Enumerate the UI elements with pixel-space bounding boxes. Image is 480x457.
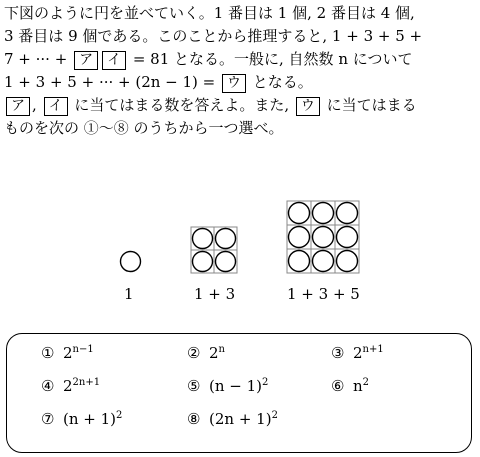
figure-2-circles [191, 227, 237, 273]
choice-number: ① [41, 344, 55, 362]
choice-base: (n − 1) [209, 377, 263, 395]
figure-1-circles [121, 252, 141, 272]
figure-label-1: 1 [124, 285, 134, 303]
choice-base: (2n + 1) [209, 410, 272, 428]
circle [313, 203, 334, 224]
choice-exponent: 2 [262, 377, 269, 388]
line3-pre: 7 + ··· + [4, 50, 73, 68]
circle-figure [0, 195, 480, 315]
choice-number: ④ [41, 377, 55, 395]
choice-exponent: n+1 [362, 344, 384, 355]
choice-number: ⑤ [187, 377, 201, 395]
line5-sep: , [32, 96, 37, 114]
answer-box-u[interactable]: ウ [222, 74, 246, 93]
choice-4[interactable] [41, 377, 100, 395]
line4-pre: 1 + 3 + 5 + ··· + (2n − 1) = [4, 73, 221, 91]
choice-3[interactable] [331, 344, 384, 362]
choice-exponent: n [218, 344, 225, 355]
circle [216, 252, 236, 272]
answer-box-i[interactable]: イ [102, 51, 126, 70]
figure-label-2: 1 + 3 [194, 285, 236, 303]
line5-tail: に当てはまる [321, 96, 417, 114]
choice-6[interactable] [331, 377, 369, 395]
choice-exponent: 2 [271, 410, 278, 421]
problem-line-5 [4, 94, 478, 117]
problem-line-6: ものを次の ①〜⑧ のうちから一つ選べ。 [4, 119, 284, 137]
choice-exponent: 2 [116, 410, 123, 421]
choice-number: ③ [331, 344, 345, 362]
choice-base: 2 [209, 344, 219, 362]
choice-number: ⑥ [331, 377, 345, 395]
ref-box-i: イ [44, 97, 68, 116]
choice-5[interactable] [187, 377, 268, 395]
choice-base: 2 [63, 377, 73, 395]
circle [121, 252, 141, 272]
choice-number: ⑦ [41, 410, 55, 428]
choices-box [6, 333, 472, 453]
circle [337, 251, 358, 272]
ref-box-a: ア [6, 97, 30, 116]
figure-3-circles [287, 201, 359, 273]
choice-2[interactable] [187, 344, 225, 362]
choice-base: 2 [63, 344, 73, 362]
circle [289, 251, 310, 272]
problem-line-2: 3 番目は 9 個である。このことから推理すると, 1 + 3 + 5 + [4, 27, 423, 45]
choice-8[interactable] [187, 410, 278, 428]
circle [337, 203, 358, 224]
choice-1[interactable] [41, 344, 94, 362]
choice-number: ② [187, 344, 201, 362]
choice-exponent: 2n+1 [72, 377, 101, 388]
ref-box-u: ウ [296, 97, 320, 116]
choice-base: n [353, 377, 363, 395]
choice-base: 2 [353, 344, 363, 362]
line4-post: となる。 [248, 73, 313, 91]
problem-line-1: 下図のように円を並べていく。1 番目は 1 個, 2 番目は 4 個, [4, 4, 415, 22]
choice-7[interactable] [41, 410, 122, 428]
circle [193, 252, 213, 272]
circle [289, 203, 310, 224]
circle [313, 251, 334, 272]
circle [216, 229, 236, 249]
circle [313, 227, 334, 248]
circle [289, 227, 310, 248]
figure-label-3: 1 + 3 + 5 [287, 285, 360, 303]
circle [337, 227, 358, 248]
answer-box-a[interactable]: ア [74, 51, 98, 70]
line5-post: に当てはまる数を答えよ。また, [69, 96, 290, 114]
choice-exponent: n−1 [72, 344, 94, 355]
choice-number: ⑧ [187, 410, 201, 428]
choice-base: (n + 1) [63, 410, 117, 428]
problem-line-3 [4, 48, 478, 71]
problem-line-4 [4, 71, 478, 94]
line3-post: = 81 となる。一般に, 自然数 n について [128, 50, 413, 68]
problem-text [4, 2, 478, 140]
circle [193, 229, 213, 249]
choice-exponent: 2 [362, 377, 370, 388]
